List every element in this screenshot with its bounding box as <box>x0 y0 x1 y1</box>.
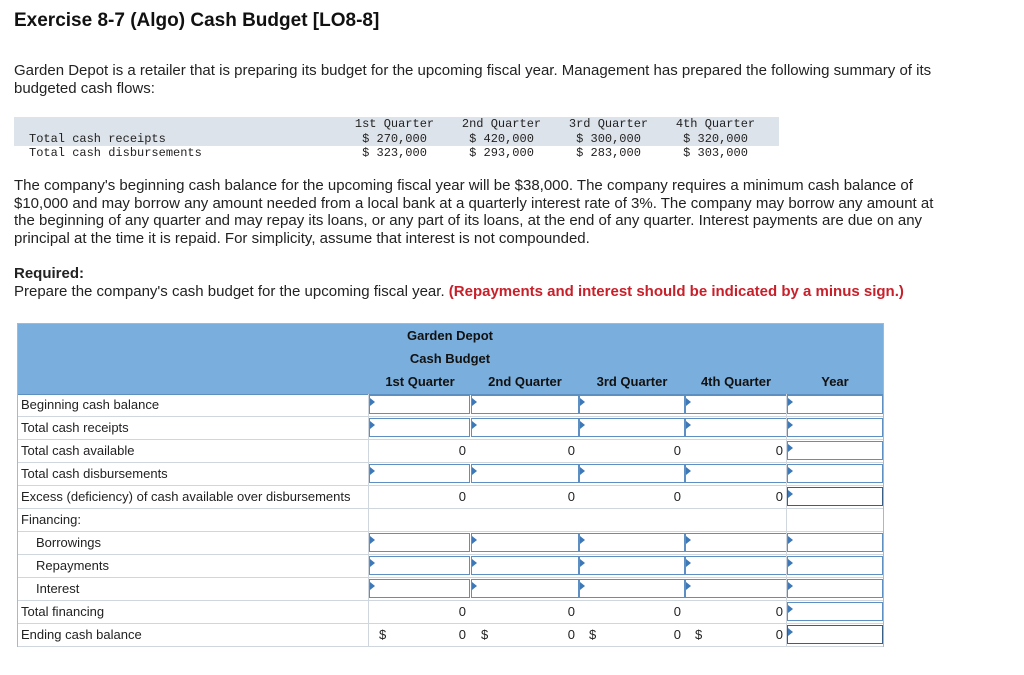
required-instructions <box>14 283 904 300</box>
currency-symbol: $ <box>481 627 489 642</box>
budget-input-total-disbursements-col4[interactable] <box>685 464 787 483</box>
budget-row-total-available <box>18 440 883 463</box>
budget-input-repayments-col5[interactable] <box>787 556 883 575</box>
budget-input-interest-col1[interactable] <box>369 579 470 598</box>
summary-cell: $ 320,000 <box>662 132 769 147</box>
column-header-q1: 1st Quarter <box>385 374 455 389</box>
summary-header-row <box>14 117 779 132</box>
budget-row-label: Total cash available <box>21 443 135 458</box>
budget-value-total-available-col3: 0 <box>673 443 681 458</box>
ending-cash-amount: 0 <box>567 627 575 642</box>
budget-column-header-row <box>18 370 883 395</box>
budget-input-total-disbursements-col5[interactable] <box>787 464 883 483</box>
budget-value-ending-cash-col1 <box>369 625 470 644</box>
budget-row-ending-cash <box>18 624 883 647</box>
budget-value-excess-deficiency-col3: 0 <box>673 489 681 504</box>
currency-symbol: $ <box>695 627 703 642</box>
budget-row-label: Beginning cash balance <box>21 397 160 412</box>
currency-symbol: $ <box>589 627 597 642</box>
budget-title: Cash Budget <box>409 351 491 366</box>
required-heading: Required: <box>14 265 85 282</box>
budget-input-total-receipts-col3[interactable] <box>579 418 685 437</box>
budget-value-ending-cash-col3 <box>579 625 685 644</box>
budget-input-beginning-cash-col3[interactable] <box>579 395 685 414</box>
summary-cell: $ 420,000 <box>448 132 555 147</box>
budget-value-total-financing-col3: 0 <box>673 604 681 619</box>
budget-input-repayments-col3[interactable] <box>579 556 685 575</box>
budget-input-total-receipts-col4[interactable] <box>685 418 787 437</box>
budget-input-repayments-col4[interactable] <box>685 556 787 575</box>
budget-row-label: Financing: <box>21 512 81 527</box>
summary-header-q2: 2nd Quarter <box>448 117 555 132</box>
budget-input-beginning-cash-col1[interactable] <box>369 395 470 414</box>
budget-row-repayments <box>18 555 883 578</box>
budget-input-borrowings-col3[interactable] <box>579 533 685 552</box>
budget-input-borrowings-col2[interactable] <box>471 533 579 552</box>
budget-row-borrowings <box>18 532 883 555</box>
ending-cash-amount: 0 <box>673 627 681 642</box>
summary-header-q4: 4th Quarter <box>662 117 769 132</box>
budget-value-total-financing-col4: 0 <box>775 604 783 619</box>
budget-input-total-disbursements-col1[interactable] <box>369 464 470 483</box>
budget-title-header <box>18 347 883 371</box>
budget-input-borrowings-col5[interactable] <box>787 533 883 552</box>
budget-row-excess-deficiency <box>18 486 883 509</box>
budget-row-label: Excess (deficiency) of cash available over disbursements <box>21 489 351 504</box>
budget-input-total-disbursements-col2[interactable] <box>471 464 579 483</box>
budget-value-excess-deficiency-col4: 0 <box>775 489 783 504</box>
budget-input-ending-cash-col5[interactable] <box>787 625 883 644</box>
summary-cell: $ 270,000 <box>341 132 448 147</box>
budget-row-financing <box>18 509 883 532</box>
summary-cell: $ 283,000 <box>576 146 641 161</box>
required-text: Prepare the company's cash budget for the upcoming fiscal year. <box>14 283 449 300</box>
currency-symbol: $ <box>379 627 387 642</box>
budget-row-total-receipts <box>18 417 883 440</box>
budget-value-excess-deficiency-col1: 0 <box>458 489 466 504</box>
budget-value-total-financing-col2: 0 <box>567 604 575 619</box>
budget-row-label: Interest <box>36 581 80 596</box>
problem-paragraph: The company's beginning cash balance for the upcoming fiscal year will be $38,000. The company requires a minimum cash balance of $10,000 and may borrow any amount needed from a local bank at a quarterly interest rate of 3%. The company may borrow any amount at the beginning of any quarter and may repay its loans, or any part of its loans, at the end of any quarter. Interest payments are due on any principal at the time it is repaid. For simplicity, assume that interest is not compounded. <box>14 177 934 247</box>
budget-input-repayments-col2[interactable] <box>471 556 579 575</box>
intro-text: Garden Depot is a retailer that is preparing its budget for the upcoming fiscal year. Management has prepared the following summary of its budgeted cash flows: <box>14 62 932 97</box>
budget-value-ending-cash-col4 <box>685 625 787 644</box>
summary-row-label: Total cash receipts <box>14 132 341 147</box>
budget-row-label: Total cash disbursements <box>21 466 168 481</box>
cash-budget-worksheet <box>17 323 884 647</box>
budget-input-excess-deficiency-col5[interactable] <box>787 487 883 506</box>
budget-input-total-disbursements-col3[interactable] <box>579 464 685 483</box>
budget-input-interest-col4[interactable] <box>685 579 787 598</box>
budget-row-interest <box>18 578 883 601</box>
budget-input-beginning-cash-col2[interactable] <box>471 395 579 414</box>
budget-input-interest-col3[interactable] <box>579 579 685 598</box>
budget-row-label: Total financing <box>21 604 105 619</box>
summary-row-disbursements <box>14 146 779 161</box>
summary-row-label: Total cash disbursements <box>29 146 202 161</box>
summary-header-q1: 1st Quarter <box>341 117 448 132</box>
budget-row-label: Borrowings <box>36 535 102 550</box>
summary-cell: $ 293,000 <box>469 146 534 161</box>
budget-row-label: Total cash receipts <box>21 420 129 435</box>
budget-row-total-financing <box>18 601 883 624</box>
budget-row-label: Repayments <box>36 558 109 573</box>
summary-row-receipts <box>14 132 779 147</box>
column-divider <box>786 394 787 646</box>
budget-value-total-available-col2: 0 <box>567 443 575 458</box>
cash-flow-summary-table <box>14 117 779 161</box>
ending-cash-amount: 0 <box>775 627 783 642</box>
budget-input-interest-col2[interactable] <box>471 579 579 598</box>
summary-header-q3: 3rd Quarter <box>555 117 662 132</box>
exercise-title: Exercise 8-7 (Algo) Cash Budget [LO8-8] <box>14 10 380 31</box>
summary-cell: $ 300,000 <box>555 132 662 147</box>
column-divider <box>368 394 369 646</box>
summary-cell: $ 323,000 <box>362 146 427 161</box>
budget-input-total-available-col5[interactable] <box>787 441 883 460</box>
budget-input-total-receipts-col1[interactable] <box>369 418 470 437</box>
budget-input-interest-col5[interactable] <box>787 579 883 598</box>
column-header-q4: 4th Quarter <box>700 374 772 389</box>
budget-company-name: Garden Depot <box>407 328 493 343</box>
budget-value-excess-deficiency-col2: 0 <box>567 489 575 504</box>
budget-input-borrowings-col1[interactable] <box>369 533 470 552</box>
budget-input-repayments-col1[interactable] <box>369 556 470 575</box>
budget-row-total-disbursements <box>18 463 883 486</box>
summary-cell: $ 303,000 <box>683 146 748 161</box>
budget-input-beginning-cash-col5[interactable] <box>787 395 883 414</box>
budget-value-ending-cash-col2 <box>471 625 579 644</box>
column-header-q2: 2nd Quarter <box>488 374 562 389</box>
budget-value-total-available-col1: 0 <box>458 443 466 458</box>
column-header-q3: 3rd Quarter <box>596 374 668 389</box>
ending-cash-amount: 0 <box>458 627 466 642</box>
budget-row-beginning-cash <box>18 394 883 417</box>
budget-row-label: Ending cash balance <box>21 627 142 642</box>
budget-input-borrowings-col4[interactable] <box>685 533 787 552</box>
budget-value-total-financing-col1: 0 <box>458 604 466 619</box>
required-note: (Repayments and interest should be indicated by a minus sign.) <box>448 283 904 300</box>
budget-value-total-available-col4: 0 <box>775 443 783 458</box>
column-header-year: Year <box>821 374 849 389</box>
budget-input-total-financing-col5[interactable] <box>787 602 883 621</box>
budget-input-total-receipts-col2[interactable] <box>471 418 579 437</box>
budget-company-header <box>18 324 883 348</box>
budget-input-beginning-cash-col4[interactable] <box>685 395 787 414</box>
budget-input-total-receipts-col5[interactable] <box>787 418 883 437</box>
